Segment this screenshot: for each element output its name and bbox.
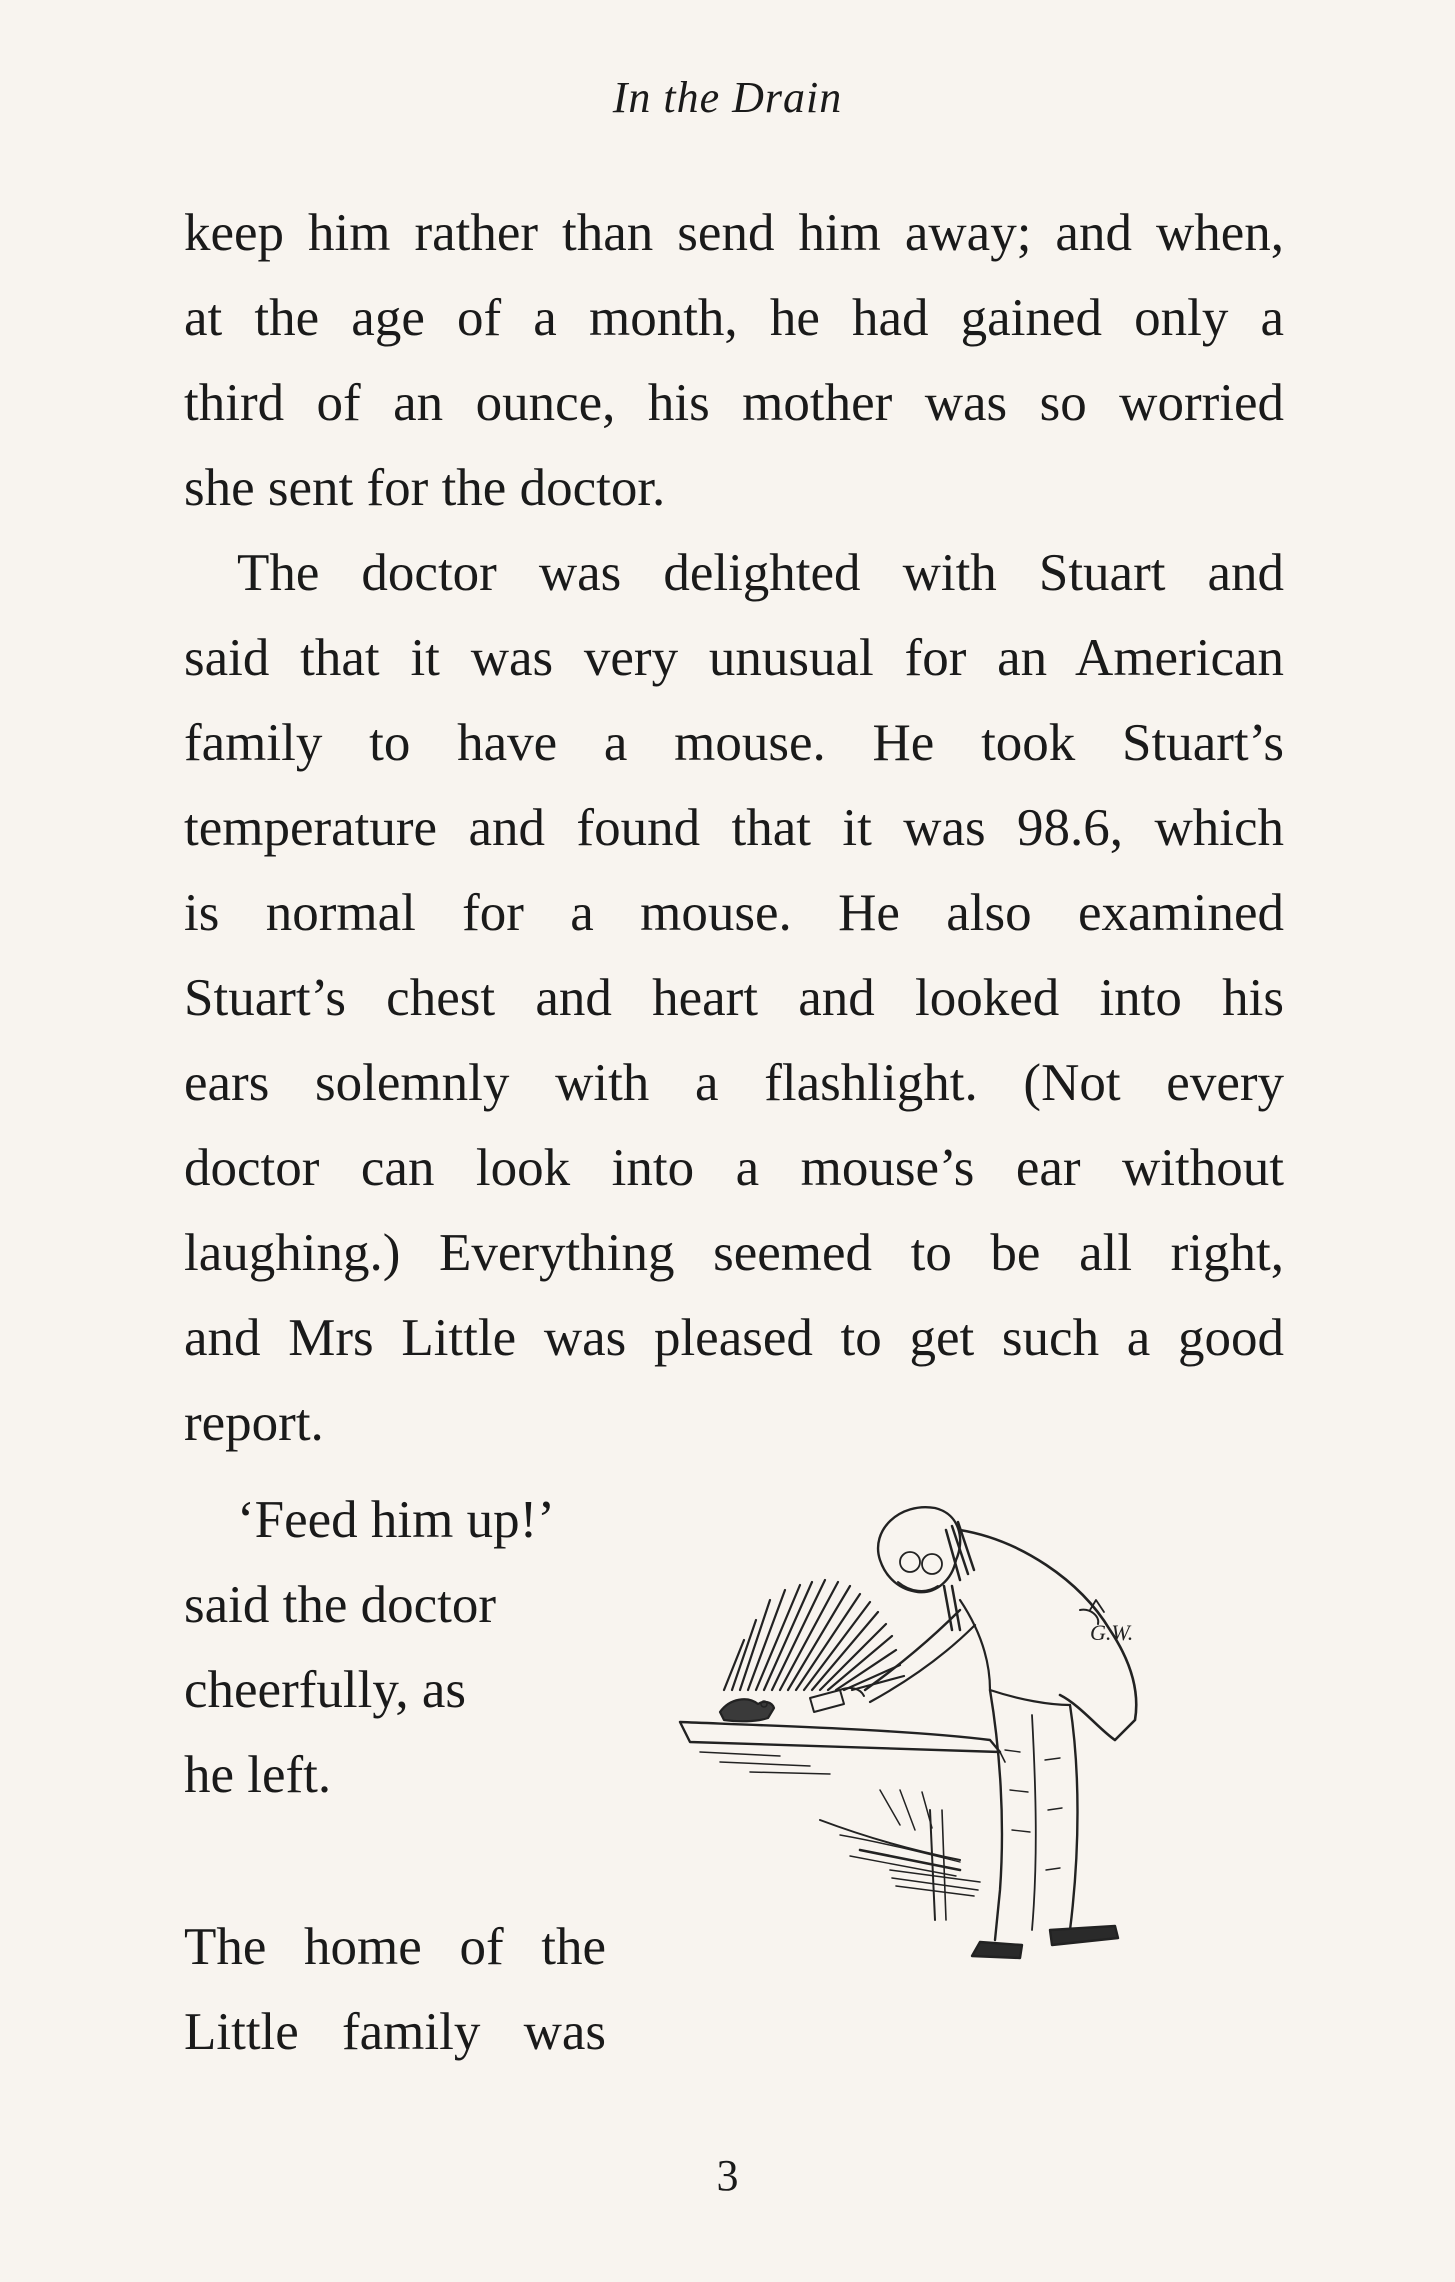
text-line: cheerfully, as	[184, 1661, 467, 1719]
doctor-illustration	[660, 1490, 1300, 2050]
text-line: keep him rather than send him away; and when,	[184, 204, 1284, 262]
text-line: laughing.) Everything seemed to be all right,	[184, 1224, 1284, 1282]
text-line: Stuart’s chest and heart and looked into his	[184, 969, 1284, 1027]
text-line: temperature and found that it was 98.6, which	[184, 799, 1284, 857]
text-line: and Mrs Little was pleased to get such a good	[184, 1309, 1284, 1367]
text-line: at the age of a month, he had gained only a	[184, 289, 1284, 347]
page-number: 3	[716, 2151, 739, 2200]
text-line: third of an ounce, his mother was so worried	[184, 374, 1284, 432]
text-line: said that it was very unusual for an American	[184, 629, 1284, 687]
text-line: The doctor was delighted with Stuart and	[237, 544, 1284, 602]
text-line: said the doctor	[184, 1576, 497, 1634]
running-head: In the Drain	[612, 73, 843, 122]
text-line: report.	[184, 1394, 324, 1452]
grass-hatching	[724, 1580, 904, 1690]
text-line: ears solemnly with a flashlight. (Not every	[184, 1054, 1284, 1112]
text-line: family to have a mouse. He took Stuart’s	[184, 714, 1284, 772]
text-line: is normal for a mouse. He also examined	[184, 884, 1284, 942]
text-line: doctor can look into a mouse’s ear without	[184, 1139, 1284, 1197]
text-line: ‘Feed him up!’	[237, 1491, 555, 1549]
text-line: Little family was	[184, 2003, 606, 2061]
text-line: The home of the	[184, 1918, 606, 1976]
text-line: he left.	[184, 1746, 332, 1804]
text-line: she sent for the doctor.	[184, 459, 666, 517]
illustration-signature: G.W.	[1090, 1620, 1134, 1645]
